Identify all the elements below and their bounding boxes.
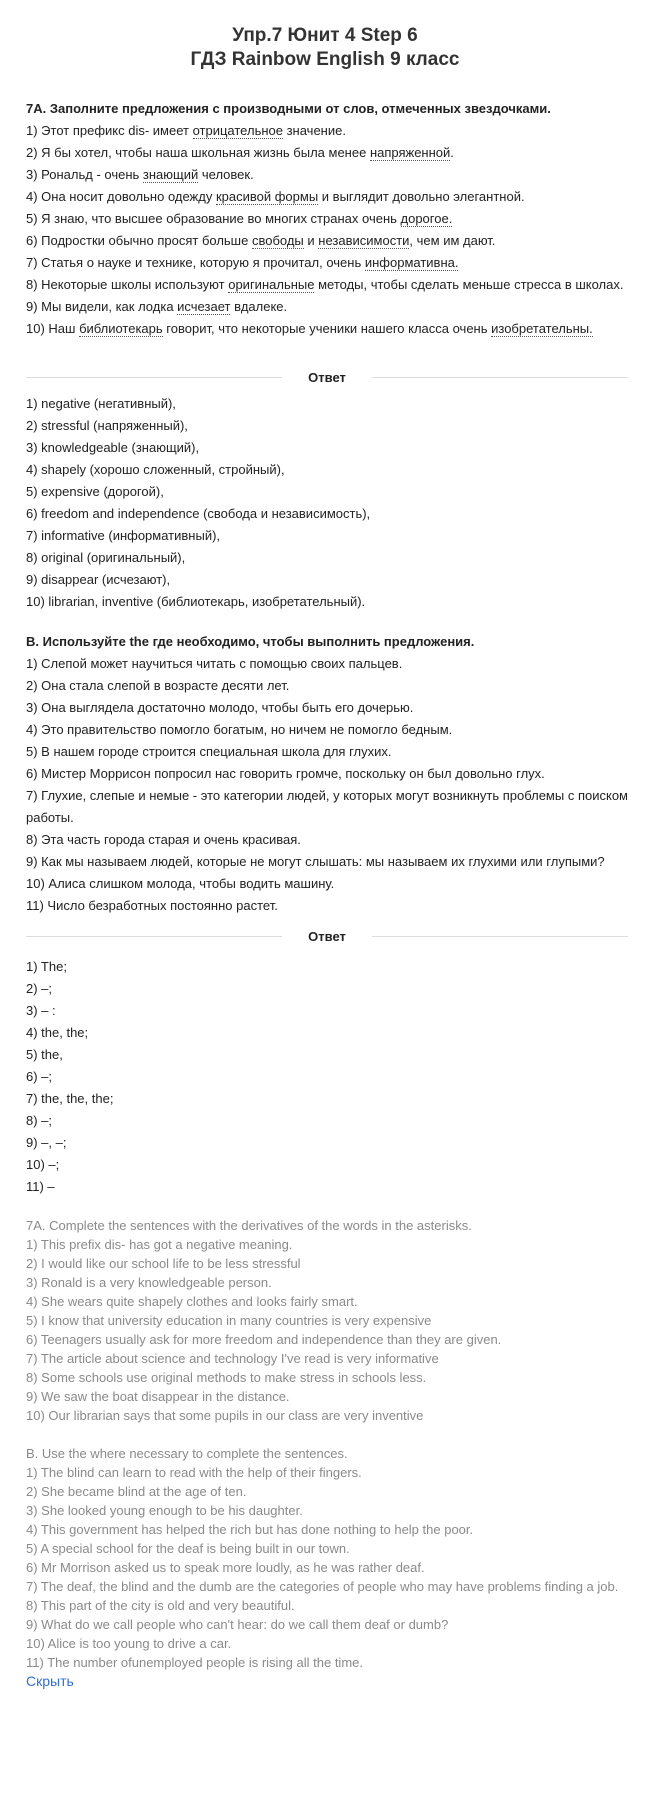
highlighted-word: независимости xyxy=(318,233,410,248)
translation-line: 7) The article about science and technology I've read is very informative xyxy=(26,1351,439,1366)
answer-line: 7) the, the, the; xyxy=(26,1091,114,1106)
translation-line: 5) I know that university education in many countries is very expensive xyxy=(26,1313,432,1328)
answer-line: 10) librarian, inventive (библиотекарь, изобретательный). xyxy=(26,594,366,609)
sentence-text: человек. xyxy=(198,167,254,182)
sentence-text: 4) Она носит довольно одежду xyxy=(26,189,216,204)
divider-rule-left xyxy=(26,936,282,937)
highlighted-word: оригинальные xyxy=(228,277,315,292)
sentence-line xyxy=(26,230,628,252)
sentence-line: 10) Алиса слишком молода, чтобы водить машину. xyxy=(26,876,335,891)
answer-line: 5) the, xyxy=(26,1047,63,1062)
sentence-line: 8) Эта часть города старая и очень красивая. xyxy=(26,832,301,847)
highlighted-word: информативна. xyxy=(364,255,459,270)
english-translation xyxy=(26,1216,628,1672)
sentence-text: 10) Наш xyxy=(26,321,80,336)
answer-line: 2) –; xyxy=(26,981,53,996)
translation-line: 6) Teenagers usually ask for more freedom and independence than they are given. xyxy=(26,1332,502,1347)
task-b-sentences xyxy=(26,653,628,917)
sentence-line: 7) Глухие, слепые и немые - это категории людей, у которых могут возникнуть проблемы с поиском работы. xyxy=(26,788,628,825)
answer-line: 1) The; xyxy=(26,959,67,974)
answer-line: 11) – xyxy=(26,1179,55,1194)
highlighted-word: исчезает xyxy=(177,299,231,314)
sentence-text: и выглядит довольно элегантной. xyxy=(318,189,525,204)
translation-line: 2) I would like our school life to be less stressful xyxy=(26,1256,301,1271)
sentence-line xyxy=(26,142,628,164)
sentence-text: 6) Подростки обычно просят больше xyxy=(26,233,252,248)
title-line-2: ГДЗ Rainbow English 9 класс xyxy=(190,49,460,70)
answer-line: 10) –; xyxy=(26,1157,60,1172)
divider-rule-right xyxy=(372,936,628,937)
sentence-line: 4) Это правительство помогло богатым, но ничем не помогло бедным. xyxy=(26,722,453,737)
translation-line: 7A. Complete the sentences with the derivatives of the words in the asterisks. xyxy=(26,1218,472,1233)
sentence-text: говорит, что некоторые ученики нашего класса очень xyxy=(162,321,492,336)
translation-line: 3) She looked young enough to be his daughter. xyxy=(26,1503,303,1518)
answer-line: 7) informative (информативный), xyxy=(26,528,221,543)
sentence-text: 1) Этот префикс dis- имеет xyxy=(26,123,193,138)
highlighted-word: изобретательны. xyxy=(491,321,593,336)
sentence-line xyxy=(26,120,628,142)
sentence-line xyxy=(26,318,628,340)
sentence-line: 6) Мистер Моррисон попросил нас говорить громче, поскольку он был довольно глух. xyxy=(26,766,545,781)
sentence-line xyxy=(26,186,628,208)
answer-line: 4) shapely (хорошо сложенный, стройный), xyxy=(26,462,285,477)
translation-line: 3) Ronald is a very knowledgeable person. xyxy=(26,1275,272,1290)
sentence-text: 2) Я бы хотел, чтобы наша школьная жизнь была менее xyxy=(26,145,370,160)
sentence-line: 1) Слепой может научиться читать с помощью своих пальцев. xyxy=(26,656,403,671)
sentence-text: 3) Рональд - очень xyxy=(26,167,143,182)
answer-line: 9) –, –; xyxy=(26,1135,67,1150)
sentence-line xyxy=(26,296,628,318)
answer-divider-b xyxy=(26,929,628,944)
highlighted-word: напряженной xyxy=(369,145,451,160)
highlighted-word: свободы xyxy=(251,233,304,248)
divider-rule-right xyxy=(372,377,628,378)
sentence-text: значение. xyxy=(282,123,346,138)
answer-line: 5) expensive (дорогой), xyxy=(26,484,164,499)
answer-line: 2) stressful (напряженный), xyxy=(26,418,188,433)
translation-line: 1) The blind can learn to read with the help of their fingers. xyxy=(26,1465,362,1480)
highlighted-word: красивой формы xyxy=(215,189,319,204)
translation-line: B. Use the where necessary to complete the sentences. xyxy=(26,1446,348,1461)
translation-line: 6) Mr Morrison asked us to speak more loudly, as he was rather deaf. xyxy=(26,1560,425,1575)
answer-line: 4) the, the; xyxy=(26,1025,89,1040)
translation-line: 11) The number ofunemployed people is rising all the time. xyxy=(26,1655,363,1670)
translation-line: 1) This prefix dis- has got a negative meaning. xyxy=(26,1237,293,1252)
answer-line: 8) –; xyxy=(26,1113,53,1128)
sentence-line xyxy=(26,208,628,230)
task-b-title: B. Используйте the где необходимо, чтобы выполнить предложения. xyxy=(26,634,475,649)
translation-line: 4) She wears quite shapely clothes and looks fairly smart. xyxy=(26,1294,358,1309)
answer-line: 6) –; xyxy=(26,1069,53,1084)
title-line-1: Упр.7 Юнит 4 Step 6 xyxy=(232,25,418,46)
sentence-line: 3) Она выглядела достаточно молодо, чтобы быть его дочерью. xyxy=(26,700,414,715)
answers-b-list xyxy=(26,956,628,1198)
translation-line: 8) Some schools use original methods to make stress in schools less. xyxy=(26,1370,427,1385)
sentence-text: . xyxy=(450,145,454,160)
sentence-text: 5) Я знаю, что высшее образование во многих странах очень xyxy=(26,211,401,226)
highlighted-word: отрицательное xyxy=(192,123,283,138)
sentence-line: 11) Число безработных постоянно растет. xyxy=(26,898,278,913)
sentence-line xyxy=(26,164,628,186)
highlighted-word: библиотекарь xyxy=(79,321,163,336)
hide-link[interactable]: Скрыть xyxy=(26,1673,74,1689)
sentence-text: 8) Некоторые школы используют xyxy=(26,277,229,292)
translation-line: 8) This part of the city is old and very beautiful. xyxy=(26,1598,295,1613)
sentence-line: 5) В нашем городе строится специальная школа для глухих. xyxy=(26,744,392,759)
answer-line: 9) disappear (исчезают), xyxy=(26,572,171,587)
sentence-text: 9) Мы видели, как лодка xyxy=(26,299,178,314)
sentence-line xyxy=(26,252,628,274)
answer-label: Ответ xyxy=(308,929,346,944)
answer-line: 8) original (оригинальный), xyxy=(26,550,186,565)
sentence-text: , чем им дают. xyxy=(409,233,496,248)
translation-line: 10) Our librarian says that some pupils in our class are very inventive xyxy=(26,1408,424,1423)
english-task-a xyxy=(26,1216,628,1425)
task-a-sentences xyxy=(26,120,628,340)
sentence-text: 7) Статья о науке и технике, которую я прочитал, очень xyxy=(26,255,365,270)
answer-label: Ответ xyxy=(308,370,346,385)
answer-divider-a xyxy=(26,370,628,385)
divider-rule-left xyxy=(26,377,282,378)
answer-line: 3) – : xyxy=(26,1003,56,1018)
task-a-title: 7А. Заполните предложения с производными от слов, отмеченных звездочками. xyxy=(26,101,551,116)
content xyxy=(0,98,650,1690)
highlighted-word: дорогое. xyxy=(400,211,453,226)
answer-line: 3) knowledgeable (знающий), xyxy=(26,440,200,455)
answers-a-list xyxy=(26,393,628,613)
highlighted-word: знающий xyxy=(142,167,199,182)
translation-line: 4) This government has helped the rich but has done nothing to help the poor. xyxy=(26,1522,474,1537)
sentence-text: вдалеке. xyxy=(230,299,288,314)
answer-line: 6) freedom and independence (свобода и независимость), xyxy=(26,506,371,521)
sentence-line xyxy=(26,274,628,296)
translation-line: 5) A special school for the deaf is being built in our town. xyxy=(26,1541,350,1556)
english-task-b xyxy=(26,1444,628,1672)
sentence-text: и xyxy=(303,233,319,248)
translation-line: 2) She became blind at the age of ten. xyxy=(26,1484,247,1499)
answer-line: 1) negative (негативный), xyxy=(26,396,176,411)
sentence-line: 2) Она стала слепой в возрасте десяти лет. xyxy=(26,678,290,693)
translation-line: 9) What do we call people who can't hear: do we call them deaf or dumb? xyxy=(26,1617,449,1632)
page-title xyxy=(0,0,650,72)
sentence-text: методы, чтобы сделать меньше стресса в школах. xyxy=(314,277,624,292)
translation-line: 10) Alice is too young to drive a car. xyxy=(26,1636,232,1651)
translation-line: 7) The deaf, the blind and the dumb are the categories of people who may have problems finding a job. xyxy=(26,1579,619,1594)
translation-line: 9) We saw the boat disappear in the distance. xyxy=(26,1389,290,1404)
sentence-line: 9) Как мы называем людей, которые не могут слышать: мы называем их глухими или глупыми? xyxy=(26,854,605,869)
